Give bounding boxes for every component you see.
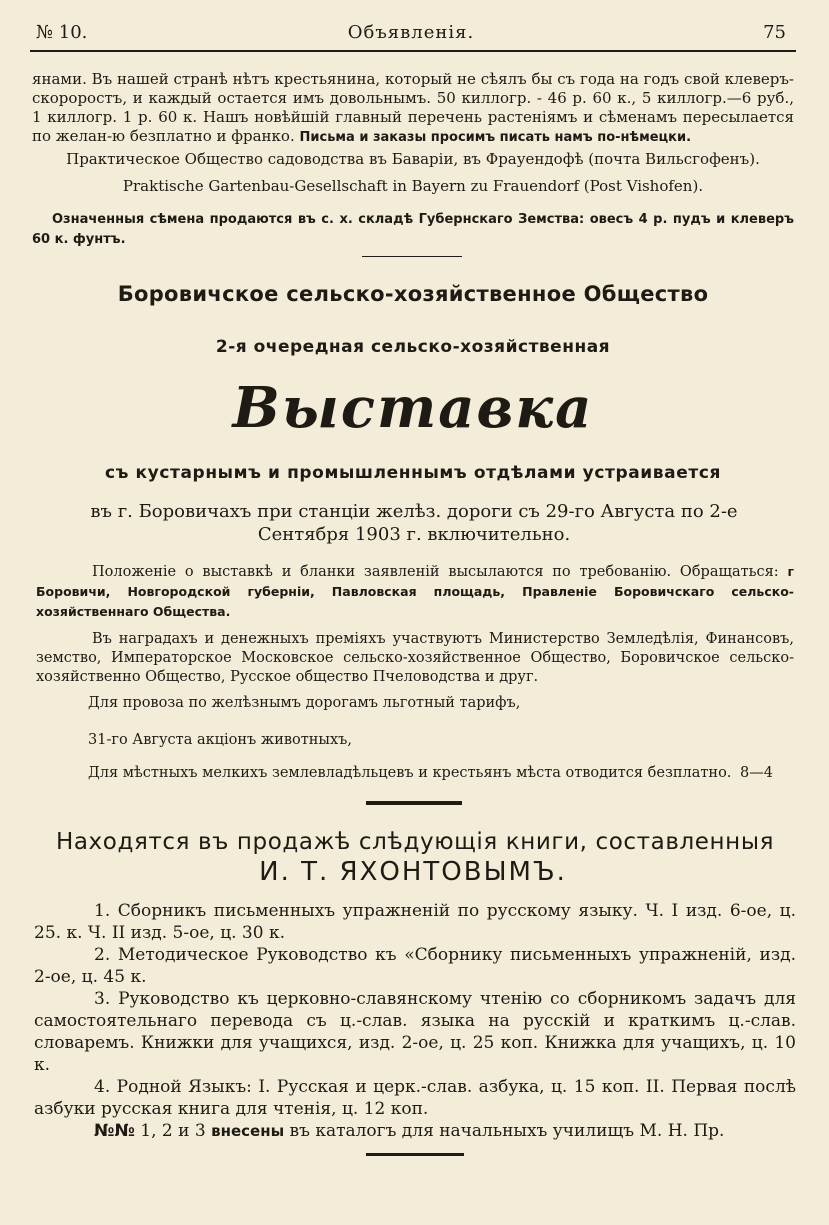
exhibition-title — [32, 375, 794, 441]
books-author — [32, 857, 794, 887]
seed-ad — [32, 70, 794, 147]
free-text — [88, 764, 794, 783]
catalog-mid: 1, 2 и 3 — [134, 1121, 212, 1141]
seed-note — [32, 210, 794, 250]
divider-3 — [366, 1153, 464, 1156]
exhibition-subtitle — [32, 337, 794, 357]
books-catalog-note — [34, 1120, 796, 1142]
seed-ad-main: янами. Въ нашей странѣ нѣтъ крестьянина, который не сѣялъ бы съ года на годъ свой клеверъ-скороростъ, и каждый остается имъ довольнымъ. 50 киллогр. - 46 р. 60 к., 5 киллогр.—6 руб., 1 киллогр. 1 р. 60 к. Нашъ новѣйшій главный перечень растеніямъ и сѣменамъ пересылается по желан-ю безплатно и франко. — [32, 70, 794, 145]
frauendorf-society-ru — [32, 150, 794, 169]
exhibition-auction — [88, 731, 794, 750]
title-text: Выставка — [232, 375, 594, 441]
seed-ad-text — [32, 70, 794, 147]
book-item-3: 3. Руководство къ церковно-славянскому чтенію со сборникомъ задачъ для самостоятельнаго перевода съ ц.-слав. языка на русскій и краткимъ ц.-слав. словаремъ. Книжки для учащихся, изд. 2-ое, ц. 25 коп. Книжка для учащихъ, ц. 10 к. — [34, 989, 796, 1075]
author-text: И. Т. ЯХОНТОВЫМЪ. — [259, 857, 567, 887]
exhibition-info — [36, 562, 794, 622]
frauendorf-society-de — [32, 177, 794, 196]
exhibition-awards — [36, 630, 794, 687]
seed-note-text: Означенныя сѣмена продаются въ с. х. складѣ Губернскаго Земства: овесъ 4 р. пудъ и клеверъ 60 к. фунтъ. — [32, 212, 794, 247]
info-address: г Боровичи, Новгородской губерніи, Павловская площадь, Правленіе Боровичскаго сельско-хозяйственнаго Общества. — [36, 564, 794, 619]
borovichi-society — [32, 282, 794, 306]
subtitle-text: 2-я очередная сельско-хозяйственная — [215, 337, 611, 357]
books-heading-text: Находятся въ продажѣ слѣдующія книги, составленныя — [55, 829, 775, 855]
tariff-text: Для провоза по желѣзнымъ дорогамъ льготный тарифъ, — [88, 695, 521, 711]
society-ru-text: Практическое Общество садоводства въ Баваріи, въ Фрауендофѣ (почта Вильсгофенъ). — [66, 150, 760, 168]
society-heading: Боровичское сельско-хозяйственное Общество — [117, 282, 709, 306]
place-text: въ г. Боровичахъ при станціи желѣз. дороги съ 29-го Августа по 2-е Сентября 1903 г. включительно. — [90, 501, 738, 545]
awards-text: Въ наградахъ и денежныхъ преміяхъ участвуютъ Министерство Земледѣлія, Финансовъ, земство, Императорское Московское сельско-хозяйственное Общество, Боровичское сельско-хозяйственно Общество, Русское общество Пчеловодства и друг. — [36, 631, 794, 685]
exhibition-tariff — [88, 694, 794, 713]
books-heading — [40, 828, 790, 856]
catalog-bold: внесены — [211, 1122, 285, 1140]
exhibition-subline — [32, 463, 794, 483]
society-de-text: Praktische Gartenbau-Gesellschaft in Bayern zu Frauendorf (Post Vishofen). — [122, 177, 704, 195]
section-title: Объявленія. — [347, 22, 475, 43]
book-item-4: 4. Родной Языкъ: I. Русская и церк.-слав. азбука, ц. 15 коп. II. Первая послѣ азбуки русская книга для чтенія, ц. 12 коп. — [34, 1077, 796, 1119]
book-item-1: 1. Сборникъ письменныхъ упражненій по русскому языку. Ч. I изд. 6-ое, ц. 25. к. Ч. II изд. 5-ое, ц. 30 к. — [34, 901, 796, 943]
page-number: 75 — [763, 22, 786, 43]
running-header — [30, 22, 792, 44]
header-rule — [30, 50, 796, 52]
free-plain: Для мѣстныхъ мелкихъ землевладѣльцевъ и крестьянъ мѣста отводится безплатно. — [88, 765, 732, 781]
exhibition-place — [70, 500, 758, 546]
catalog-prefix: №№ — [94, 1121, 135, 1141]
books-list — [34, 900, 796, 1142]
info-plain: Положеніе о выставкѣ и бланки заявленій высылаются по требованію. Обращаться: — [92, 564, 779, 580]
issue-number: № 10. — [36, 22, 88, 43]
exhibition-free-places — [88, 764, 794, 783]
catalog-rest: въ каталогъ для начальныхъ училищъ М. Н. Пр. — [284, 1121, 725, 1141]
book-item-2: 2. Методическое Руководство къ «Сборнику письменныхъ упражненій, изд. 2-ое, ц. 45 к. — [34, 945, 796, 987]
subline-text: съ кустарнымъ и промышленнымъ отдѣлами устраивается — [104, 463, 722, 483]
ad-code: 8—4 — [740, 765, 773, 781]
auction-text: 31-го Августа акціонъ животныхъ, — [88, 732, 352, 748]
info-text — [36, 562, 794, 622]
divider-1 — [362, 256, 462, 257]
divider-2 — [366, 801, 462, 805]
seed-ad-bold: Письма и заказы просимъ писать намъ по-нѣмецки. — [299, 130, 692, 145]
